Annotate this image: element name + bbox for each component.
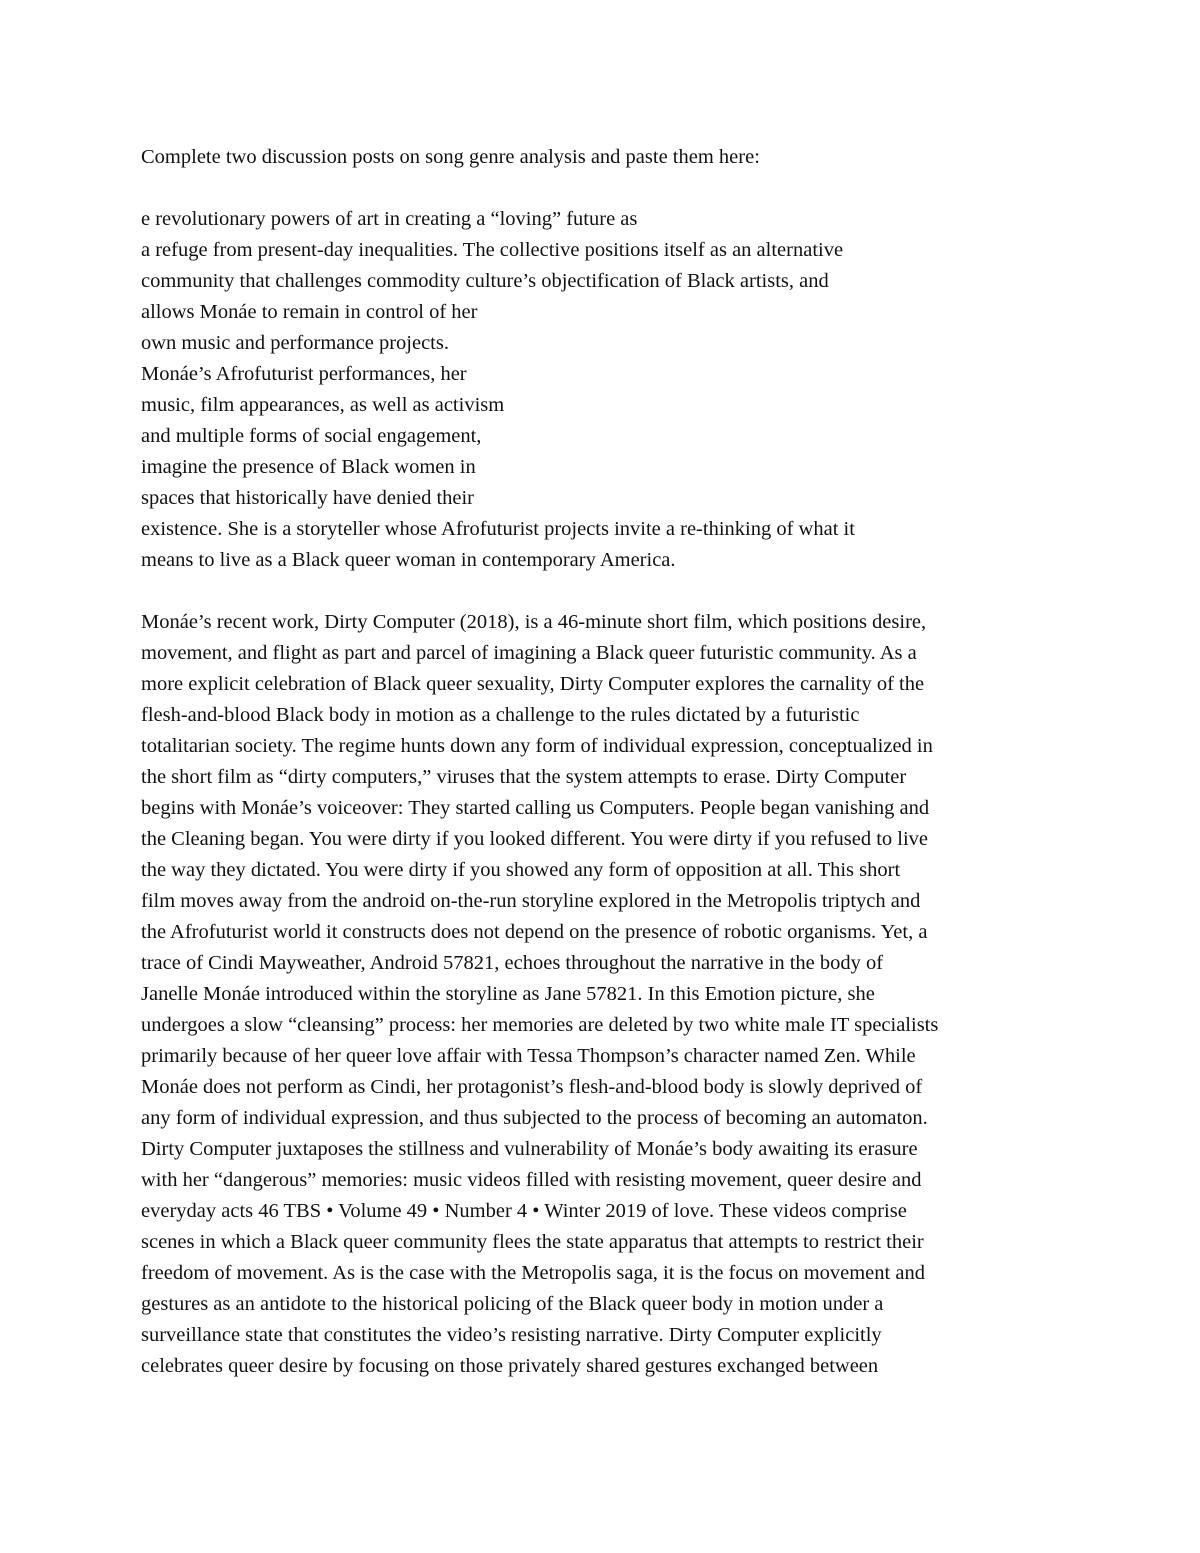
document-body — [141, 142, 1081, 1382]
text-line: means to live as a Black queer woman in contemporary America. — [141, 549, 676, 571]
text-line: existence. She is a storyteller whose Afrofuturist projects invite a re-thinking of what it — [141, 518, 855, 540]
text-line: the Cleaning began. You were dirty if you looked different. You were dirty if you refused to live — [141, 828, 929, 850]
text-line: with her “dangerous” memories: music videos filled with resisting movement, queer desire and — [141, 1169, 922, 1191]
text-line: undergoes a slow “cleansing” process: her memories are deleted by two white male IT specialists — [141, 1014, 939, 1036]
text-line: freedom of movement. As is the case with the Metropolis saga, it is the focus on movement and — [141, 1262, 925, 1284]
text-line: film moves away from the android on-the-run storyline explored in the Metropolis triptych and — [141, 890, 921, 912]
intro-line: Complete two discussion posts on song genre analysis and paste them here: — [141, 146, 760, 168]
text-line: primarily because of her queer love affair with Tessa Thompson’s character named Zen. While — [141, 1045, 916, 1067]
text-line: trace of Cindi Mayweather, Android 57821, echoes throughout the narrative in the body of — [141, 952, 884, 974]
text-line: Janelle Monáe introduced within the storyline as Jane 57821. In this Emotion picture, she — [141, 983, 875, 1005]
text-line: begins with Monáe’s voiceover: They started calling us Computers. People began vanishing and — [141, 797, 930, 819]
text-line: Monáe’s recent work, Dirty Computer (2018), is a 46-minute short film, which positions desire, — [141, 611, 927, 633]
text-line: spaces that historically have denied their — [141, 487, 475, 509]
text-line: flesh-and-blood Black body in motion as a challenge to the rules dictated by a futuristic — [141, 704, 860, 726]
text-line: the short film as “dirty computers,” viruses that the system attempts to erase. Dirty Computer — [141, 766, 907, 788]
text-line: everyday acts 46 TBS • Volume 49 • Number 4 • Winter 2019 of love. These videos comprise — [141, 1200, 907, 1222]
text-line: gestures as an antidote to the historical policing of the Black queer body in motion under a — [141, 1293, 884, 1315]
text-line: movement, and flight as part and parcel of imagining a Black queer futuristic community. As a — [141, 642, 917, 664]
text-line: scenes in which a Black queer community flees the state apparatus that attempts to restrict their — [141, 1231, 924, 1253]
text-line: Monáe does not perform as Cindi, her protagonist’s flesh-and-blood body is slowly deprived of — [141, 1076, 923, 1098]
text-line: any form of individual expression, and thus subjected to the process of becoming an automaton. — [141, 1107, 928, 1129]
text-line: surveillance state that constitutes the video’s resisting narrative. Dirty Computer explicitly — [141, 1324, 882, 1346]
text-line: Monáe’s Afrofuturist performances, her — [141, 363, 467, 385]
text-line: totalitarian society. The regime hunts down any form of individual expression, conceptualized in — [141, 735, 933, 757]
text-line: a refuge from present-day inequalities. The collective positions itself as an alternative — [141, 239, 844, 261]
paragraph-gap — [141, 576, 1081, 607]
text-line: the way they dictated. You were dirty if you showed any form of opposition at all. This short — [141, 859, 901, 881]
text-line: imagine the presence of Black women in — [141, 456, 476, 478]
text-line: the Afrofuturist world it constructs does not depend on the presence of robotic organisms. Yet, a — [141, 921, 928, 943]
text-line: own music and performance projects. — [141, 332, 449, 354]
text-line: and multiple forms of social engagement, — [141, 425, 482, 447]
text-line: music, film appearances, as well as activism — [141, 394, 505, 416]
paragraph-1 — [141, 204, 1081, 576]
text-line: allows Monáe to remain in control of her — [141, 301, 478, 323]
text-line: e revolutionary powers of art in creating a “loving” future as — [141, 208, 638, 230]
paragraph-2 — [141, 607, 1081, 1382]
text-line: celebrates queer desire by focusing on those privately shared gestures exchanged between — [141, 1355, 879, 1377]
text-line: community that challenges commodity culture’s objectification of Black artists, and — [141, 270, 829, 292]
paragraph-gap — [141, 173, 1081, 204]
text-line: more explicit celebration of Black queer sexuality, Dirty Computer explores the carnality of the — [141, 673, 925, 695]
text-line: Dirty Computer juxtaposes the stillness and vulnerability of Monáe’s body awaiting its erasure — [141, 1138, 918, 1160]
